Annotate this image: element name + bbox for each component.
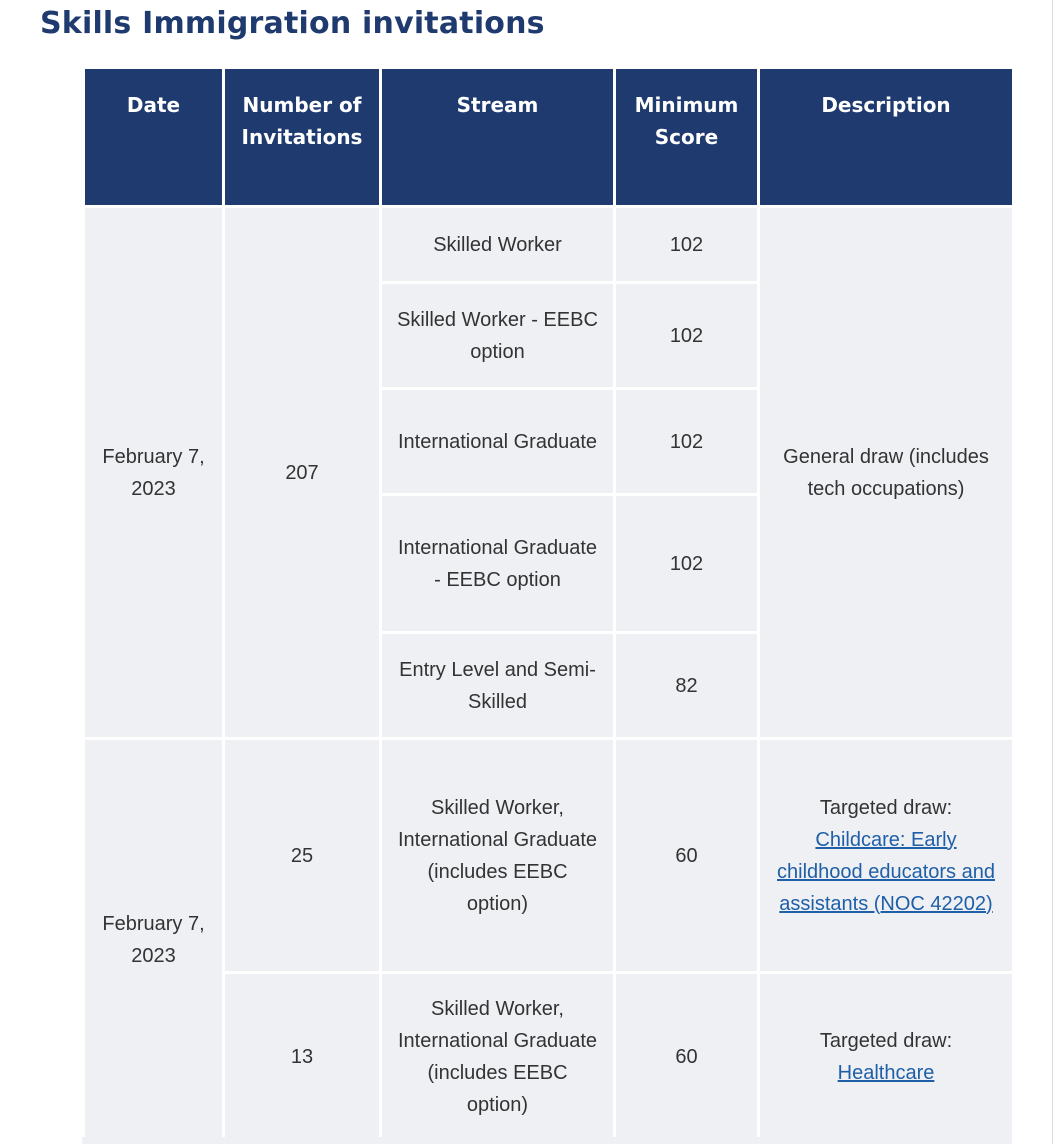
invitations-cell: 13 <box>224 973 381 1141</box>
header-date: Date <box>84 68 224 207</box>
header-stream: Stream <box>381 68 615 207</box>
invitations-cell: 25 <box>224 739 381 973</box>
description-cell <box>759 739 1014 973</box>
header-description: Description <box>759 68 1014 207</box>
invitations-table <box>82 66 1015 1142</box>
table-row <box>84 207 1014 283</box>
stream-cell: Skilled Worker - EEBC option <box>381 283 615 389</box>
description-cell <box>759 973 1014 1141</box>
table-body <box>84 207 1014 1141</box>
stream-cell: International Graduate <box>381 389 615 495</box>
minimum-score-cell: 60 <box>615 973 759 1141</box>
invitations-cell: 207 <box>224 207 381 739</box>
header-row <box>84 68 1014 207</box>
minimum-score-cell: 102 <box>615 389 759 495</box>
healthcare-link[interactable]: Healthcare <box>837 1061 935 1084</box>
childcare-link[interactable]: Childcare: Early childhood educators and assistants (NOC 42202) <box>777 828 995 915</box>
stream-cell: International Graduate - EEBC option <box>381 495 615 633</box>
stream-cell: Skilled Worker, International Graduate (includes EEBC option) <box>381 973 615 1141</box>
table-row <box>84 739 1014 973</box>
minimum-score-cell: 102 <box>615 283 759 389</box>
description-prefix: Targeted draw: <box>819 796 953 819</box>
table-row <box>84 973 1014 1141</box>
date-cell: February 7, 2023 <box>84 739 224 1141</box>
minimum-score-cell: 102 <box>615 495 759 633</box>
table-header <box>84 68 1014 207</box>
minimum-score-cell: 102 <box>615 207 759 283</box>
stream-cell: Skilled Worker, International Graduate (includes EEBC option) <box>381 739 615 973</box>
stream-cell: Skilled Worker <box>381 207 615 283</box>
description-cell: General draw (includes tech occupations) <box>759 207 1014 739</box>
header-invitations: Number of Invitations <box>224 68 381 207</box>
description-prefix: Targeted draw: <box>819 1029 953 1052</box>
stream-cell: Entry Level and Semi-Skilled <box>381 633 615 739</box>
minimum-score-cell: 60 <box>615 739 759 973</box>
page-edge-divider <box>1052 0 1053 1144</box>
date-cell: February 7, 2023 <box>84 207 224 739</box>
next-row-strip <box>82 1137 1012 1144</box>
page-title: Skills Immigration invitations <box>40 6 545 41</box>
minimum-score-cell: 82 <box>615 633 759 739</box>
header-minimum-score: Minimum Score <box>615 68 759 207</box>
